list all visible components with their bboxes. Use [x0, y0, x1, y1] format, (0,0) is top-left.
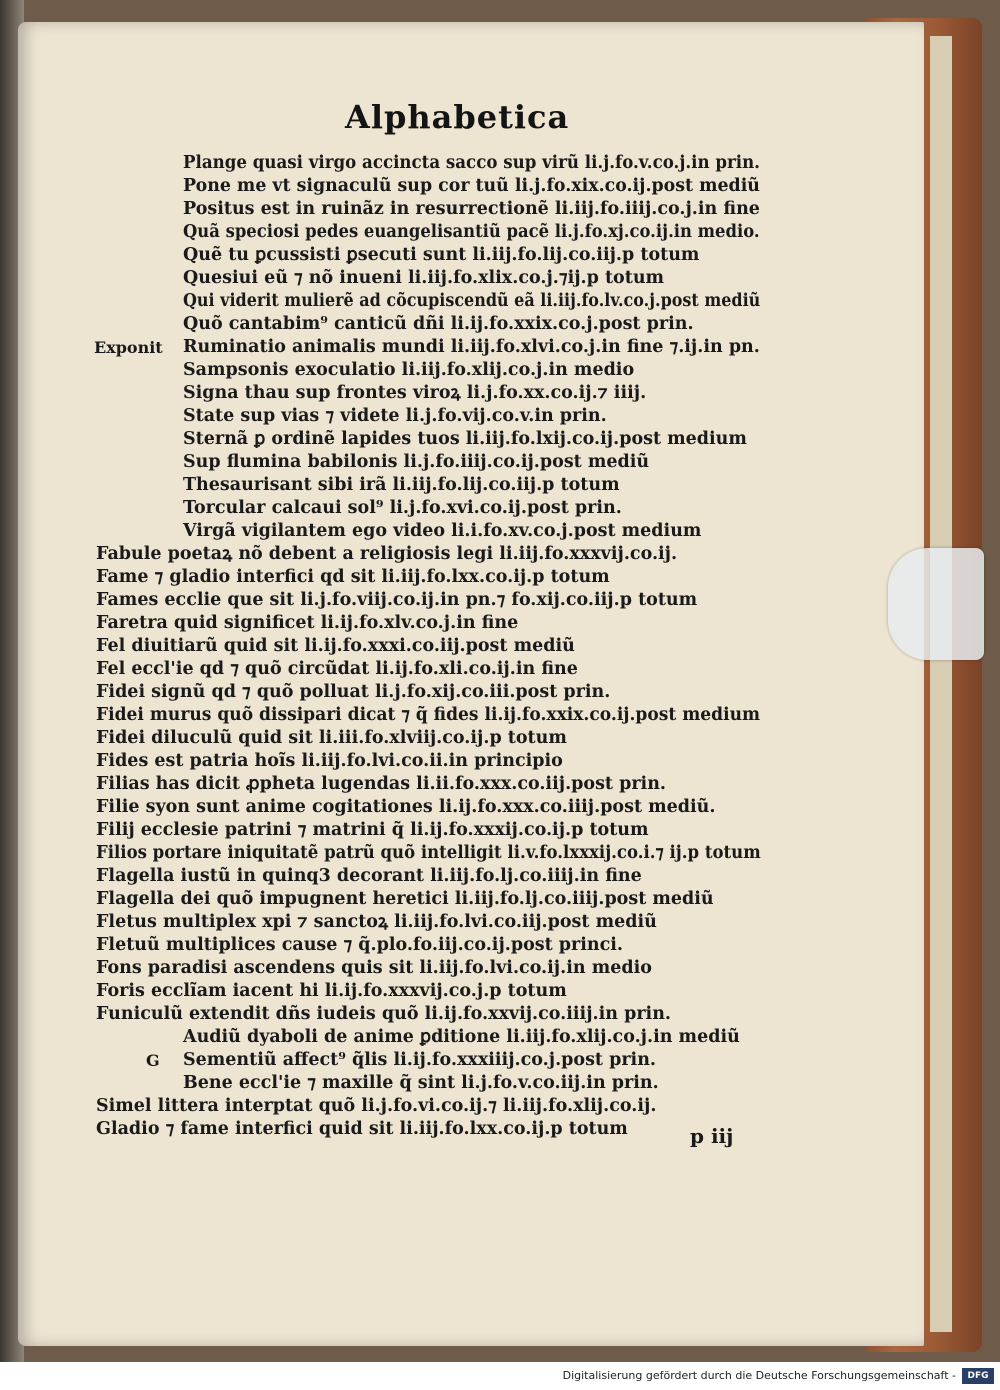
dfg-logo: DFG: [962, 1368, 994, 1384]
text-line: Faretra quid significet li.ij.fo.xlv.co.j.in fine: [96, 613, 519, 633]
text-line: Gladio ⁊ fame interfici quid sit li.iij.fo.lxx.co.ij.p totum: [96, 1119, 628, 1139]
text-line: Sampsonis exoculatio li.iij.fo.xlij.co.j.in medio: [183, 360, 635, 380]
text-line: Foris ecclĩam iacent hi li.ij.fo.xxxvij.co.j.p totum: [96, 981, 567, 1001]
text-line: Pone me vt signaculũ sup cor tuũ li.j.fo.xix.co.ij.post mediũ: [183, 176, 760, 196]
text-line: Ruminatio animalis mundi li.iij.fo.xlvi.co.j.in fine ⁊.ij.in pn.: [183, 337, 760, 357]
text-line: Fabule poetaꝝ nõ debent a religiosis legi li.iij.fo.xxxvij.co.ij.: [96, 544, 678, 564]
text-line: Thesaurisant sibi irã li.iij.fo.lij.co.iij.p totum: [183, 475, 620, 495]
text-line: Plange quasi virgo accincta sacco sup virũ li.j.fo.v.co.j.in prin.: [183, 153, 760, 173]
text-line: Simel littera interptat quõ li.j.fo.vi.co.ij.⁊ li.iij.fo.xlij.co.ij.: [96, 1096, 657, 1116]
footer-bar: [0, 1362, 1000, 1390]
text-line: Filias has dicit ꝓpheta lugendas li.ii.fo.xxx.co.iij.post prin.: [96, 774, 667, 794]
text-line: Quesiui eũ ⁊ nõ inueni li.iij.fo.xlix.co.j.⁊ij.p totum: [183, 268, 665, 288]
text-line: Torcular calcaui sol⁹ li.j.fo.xvi.co.ij.post prin.: [183, 498, 622, 518]
text-line: Fletuũ multiplices cause ⁊ q̃.plo.fo.iij.co.ij.post princi.: [96, 935, 624, 955]
text-line: Filij ecclesie patrini ⁊ matrini q̃ li.ij.fo.xxxij.co.ij.p totum: [96, 820, 649, 840]
text-line: State sup vias ⁊ videte li.j.fo.vij.co.v.in prin.: [183, 406, 607, 426]
text-line: Fame ⁊ gladio interfici qd sit li.iij.fo.lxx.co.ij.p totum: [96, 567, 610, 587]
funding-notice: Digitalisierung gefördert durch die Deutsche Forschungsgemeinschaft -: [562, 1369, 956, 1382]
text-line: Qui viderit mulierẽ ad cõcupiscendũ eã li.iij.fo.lv.co.j.post mediũ: [183, 291, 761, 311]
text-line: Fel diuitiarũ quid sit li.ij.fo.xxxi.co.iij.post mediũ: [96, 636, 575, 656]
page-clip: [888, 548, 984, 660]
text-line: Sup flumina babilonis li.j.fo.iiij.co.ij.post mediũ: [183, 452, 650, 472]
text-line: Virgã vigilantem ego video li.i.fo.xv.co.j.post medium: [183, 521, 702, 541]
text-line: Fons paradisi ascendens quis sit li.iij.fo.lvi.co.ij.in medio: [96, 958, 652, 978]
text-line: Filie syon sunt anime cogitationes li.ij.fo.xxx.co.iiij.post mediũ.: [96, 797, 716, 817]
signature-mark: p iij: [690, 1124, 734, 1148]
text-line: Fidei signũ qd ⁊ quõ polluat li.j.fo.xij.co.iii.post prin.: [96, 682, 611, 702]
text-line: Fidei diluculũ quid sit li.iii.fo.xlviij.co.ij.p totum: [96, 728, 567, 748]
text-line: Fides est patria hoĩs li.iij.fo.lvi.co.ii.in principio: [96, 751, 563, 771]
text-line: Bene eccl'ie ⁊ maxille q̃ sint li.j.fo.v.co.iij.in prin.: [183, 1073, 659, 1093]
page-edges: [930, 36, 952, 1332]
text-line: Sternã ꝑ ordinẽ lapides tuos li.iij.fo.lxij.co.ij.post medium: [183, 429, 747, 449]
text-line: Fletus multiplex xpi ⁊ sanctoꝝ li.iij.fo.lvi.co.iij.post mediũ: [96, 912, 657, 932]
text-line: Funiculũ extendit dñs iudeis quõ li.ij.fo.xxvij.co.iiij.in prin.: [96, 1004, 672, 1024]
text-line: Flagella iustũ in quinq3 decorant li.iij.fo.lj.co.iiij.in fine: [96, 866, 642, 886]
text-line: Quõ cantabim⁹ canticũ dñi li.ij.fo.xxix.co.j.post prin.: [183, 314, 694, 334]
marginal-note-exponit: Exponit: [94, 338, 163, 357]
text-line: Fames ecclie que sit li.j.fo.viij.co.ij.in pn.⁊ fo.xij.co.iij.p totum: [96, 590, 698, 610]
text-line: Quã speciosi pedes euangelisantiũ pacẽ li.j.fo.xj.co.ij.in medio.: [183, 222, 760, 242]
text-line: Fel eccl'ie qd ⁊ quõ circũdat li.ij.fo.xli.co.ij.in fine: [96, 659, 578, 679]
page-header: Alphabetica: [345, 98, 570, 136]
text-line: Signa thau sup frontes viroꝝ li.j.fo.xx.co.ij.⁊ iiij.: [183, 383, 647, 403]
marginal-note-g: G: [146, 1051, 160, 1070]
text-line: Quẽ tu ꝑcussisti ꝑsecuti sunt li.iij.fo.lij.co.iij.p totum: [183, 245, 700, 265]
text-line: Audiũ dyaboli de anime ꝑditione li.iij.fo.xlij.co.j.in mediũ: [183, 1027, 740, 1047]
text-line: Sementiũ affect⁹ q̃lis li.ij.fo.xxxiiij.co.j.post prin.: [183, 1050, 657, 1070]
text-line: Filios portare iniquitatẽ patrũ quõ intelligit li.v.fo.lxxxij.co.i.⁊ ij.p totum: [96, 843, 761, 863]
text-line: Fidei murus quõ dissipari dicat ⁊ q̃ fides li.ij.fo.xxix.co.ij.post medium: [96, 705, 761, 725]
text-line: Positus est in ruinãz in resurrectionẽ li.iij.fo.iiij.co.j.in fine: [183, 199, 760, 219]
text-line: Flagella dei quõ impugnent heretici li.iij.fo.lj.co.iiij.post mediũ: [96, 889, 714, 909]
